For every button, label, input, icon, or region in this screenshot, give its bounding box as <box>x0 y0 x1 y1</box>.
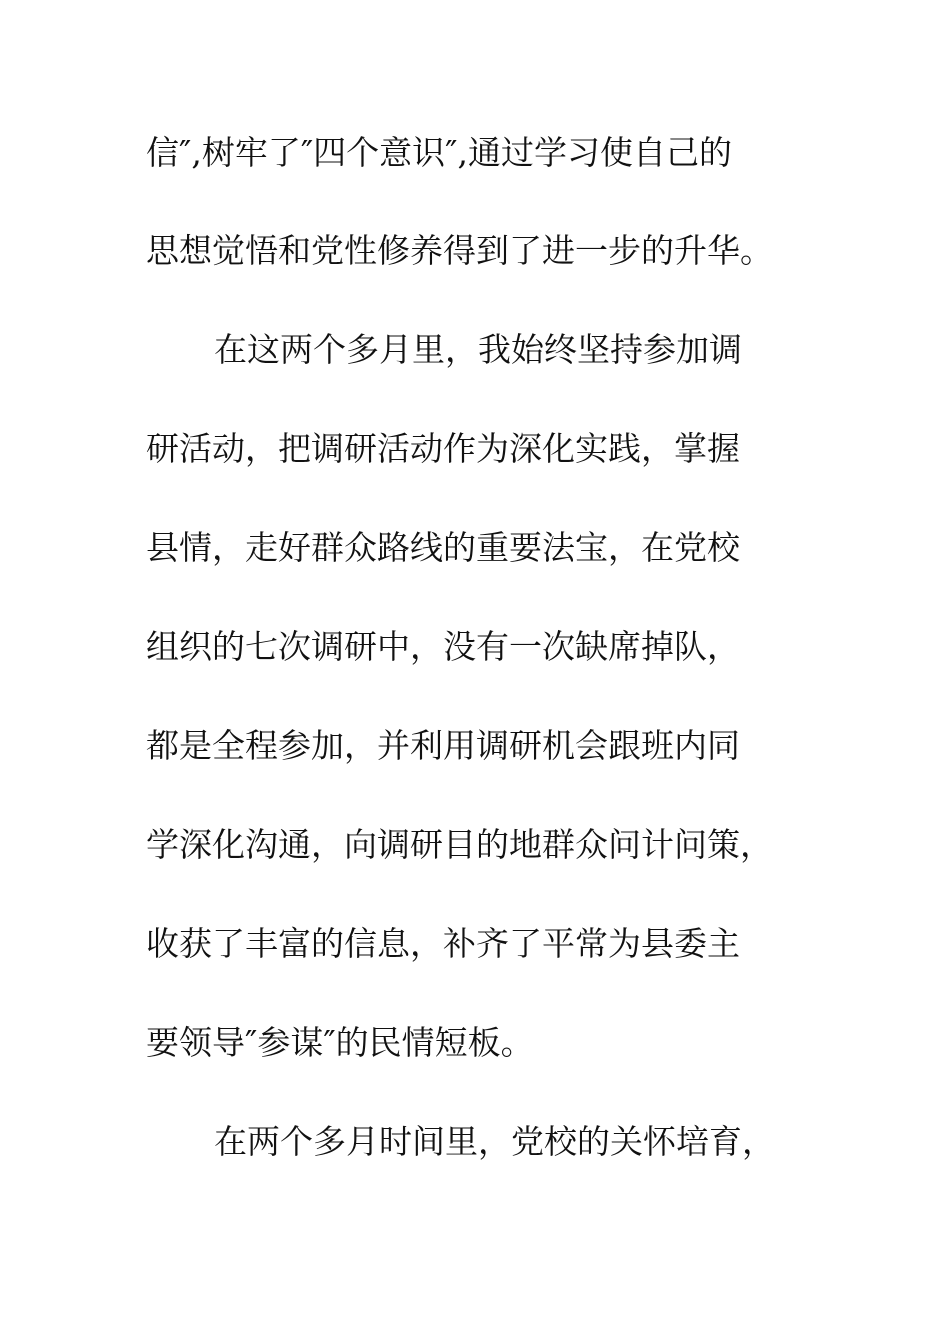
text-line-6: 组织的七次调研中，没有一次缺席掉队， <box>146 627 740 666</box>
text-line-2: 思想觉悟和党性修养得到了进一步的升华。 <box>146 231 773 270</box>
text-line-8: 学深化沟通，向调研目的地群众问计问策， <box>146 825 773 864</box>
paragraph-start-line-11: 在两个多月时间里，党校的关怀培育， <box>214 1122 775 1161</box>
paragraph-start-line-3: 在这两个多月里，我始终坚持参加调 <box>214 330 742 369</box>
text-line-4: 研活动，把调研活动作为深化实践，掌握 <box>146 429 740 468</box>
text-line-9: 收获了丰富的信息，补齐了平常为县委主 <box>146 924 740 963</box>
text-line-7: 都是全程参加，并利用调研机会跟班内同 <box>146 726 740 765</box>
text-line-5: 县情，走好群众路线的重要法宝，在党校 <box>146 528 740 567</box>
text-line-1: 信″,树牢了″四个意识″,通过学习使自己的 <box>146 133 732 172</box>
text-line-10: 要领导″参谋″的民情短板。 <box>146 1023 534 1062</box>
